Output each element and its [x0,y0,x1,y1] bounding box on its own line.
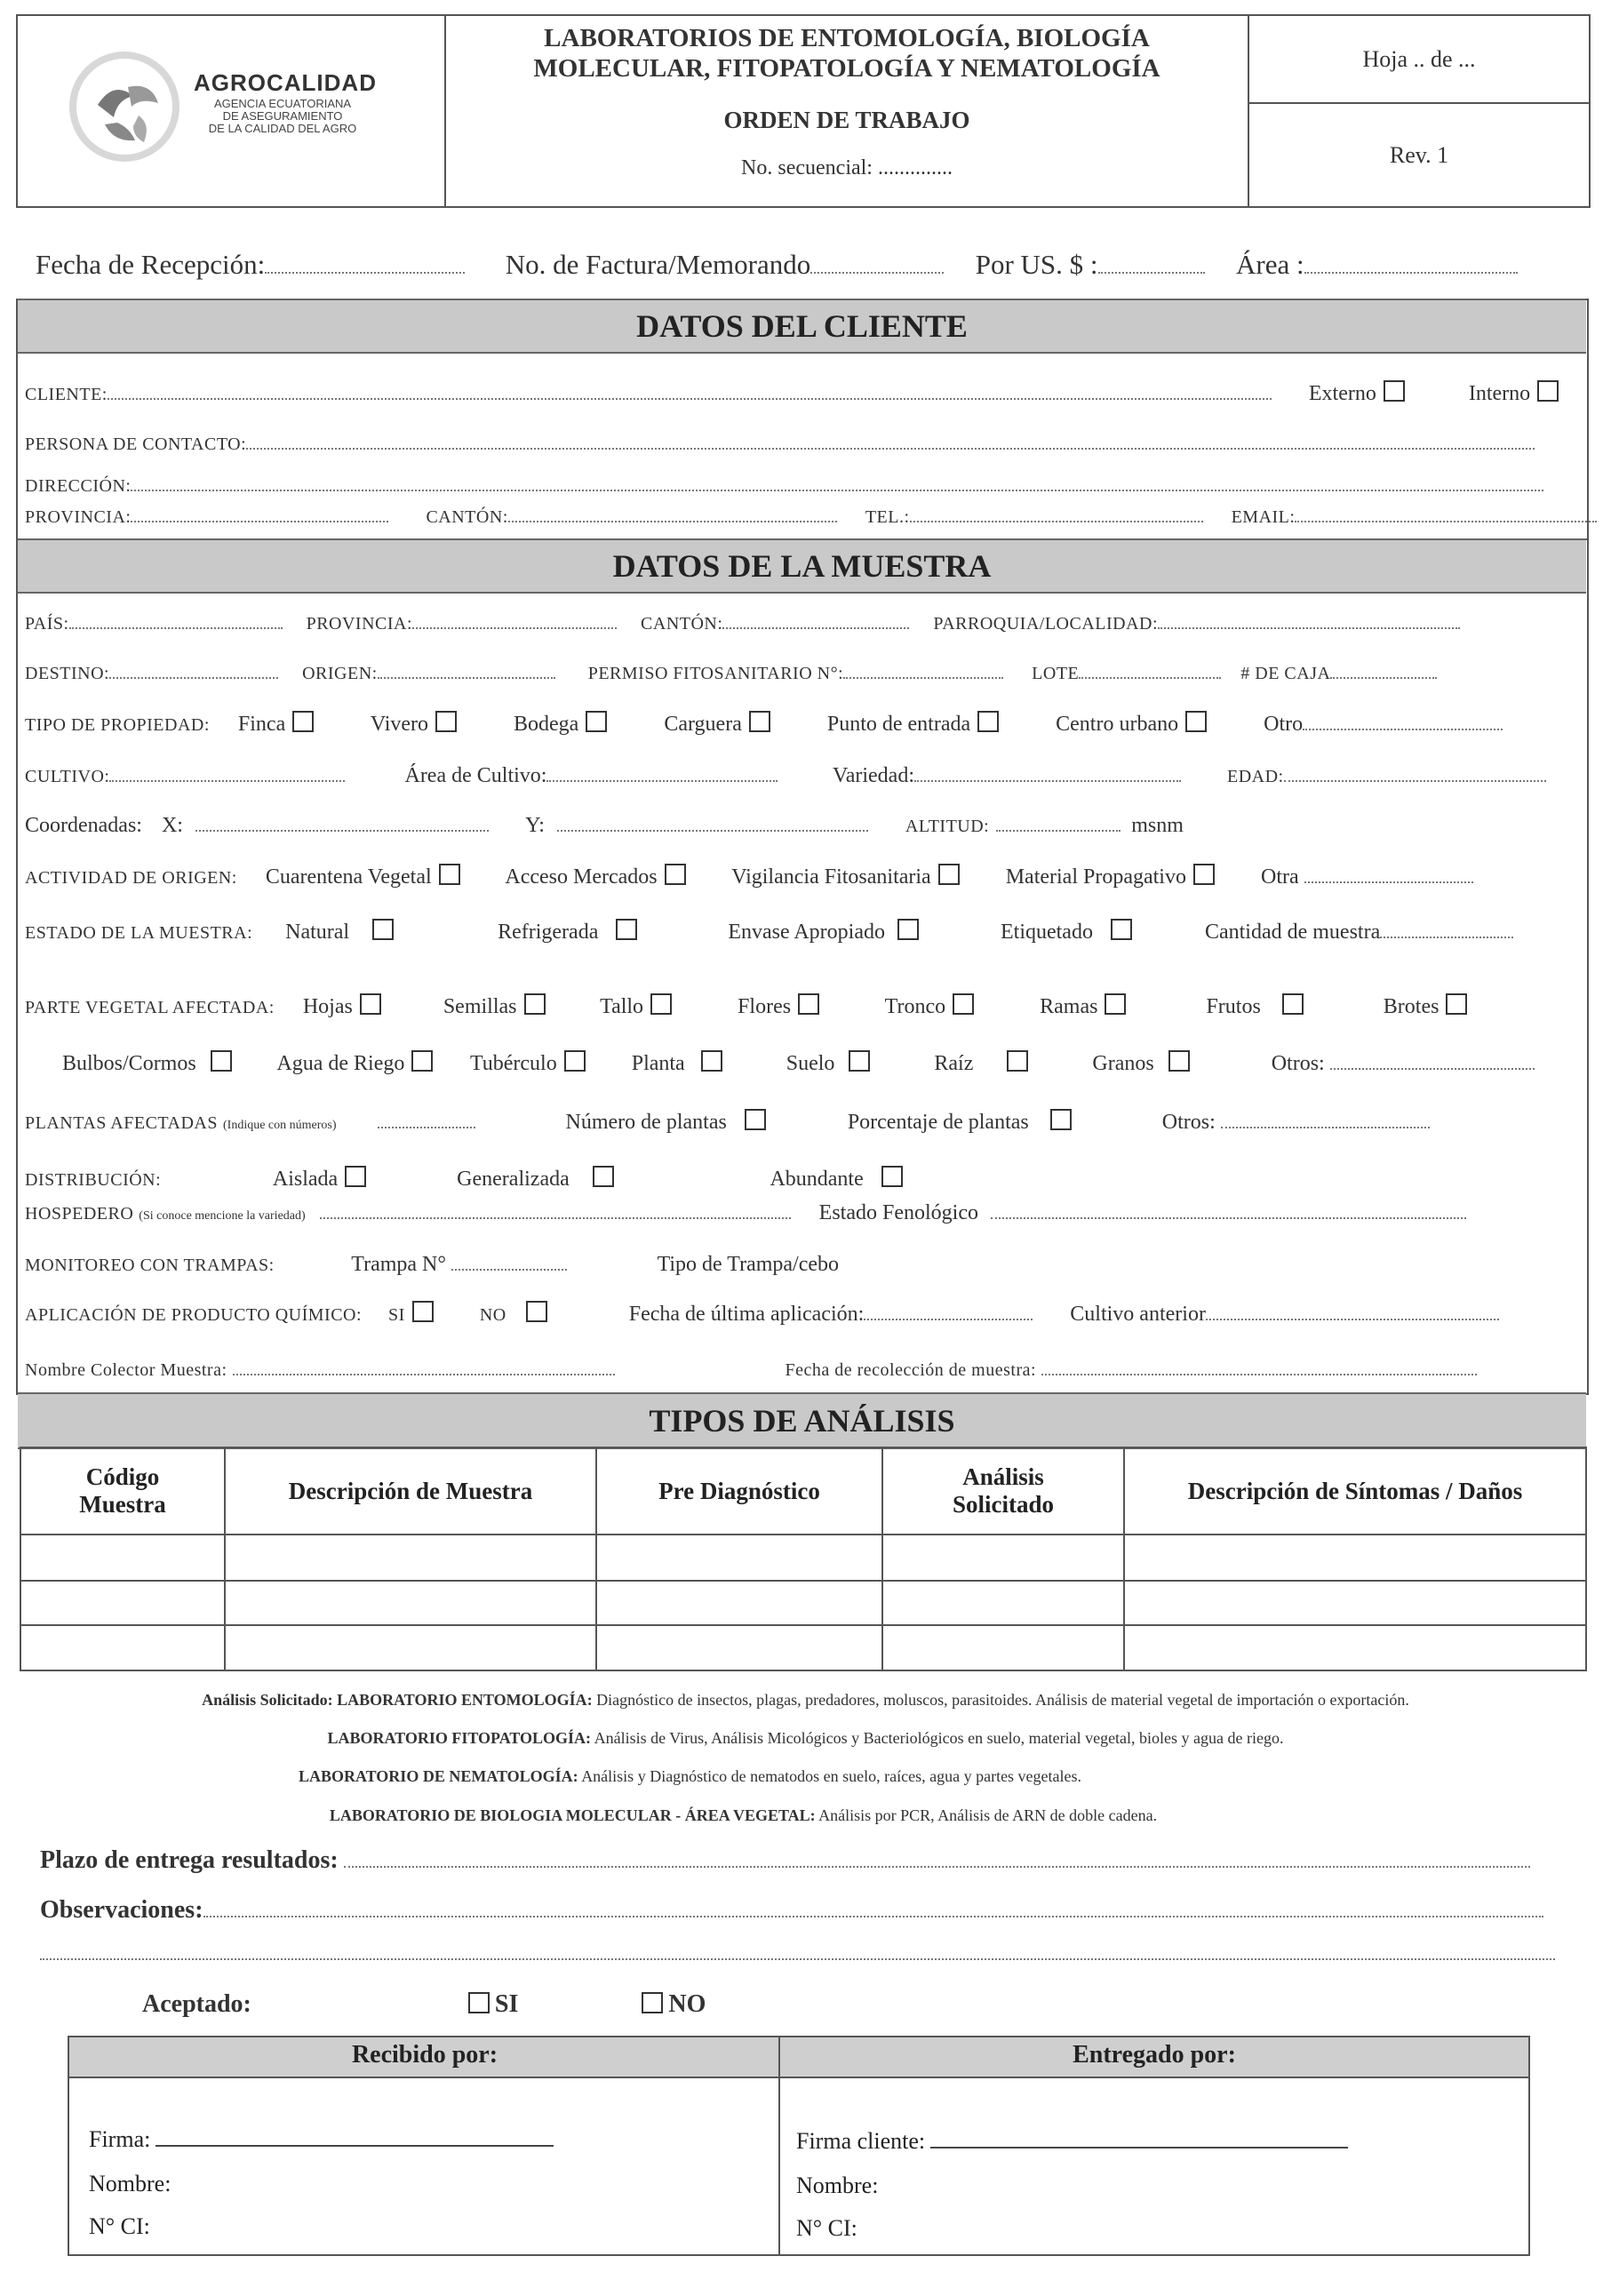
y-label: Y: [525,814,545,837]
actividad-label: ACTIVIDAD DE ORIGEN: [25,868,237,888]
col-pre-diagnostico: Pre Diagnóstico [597,1448,883,1534]
natural-label: Natural [285,921,350,944]
vivero-checkbox[interactable] [435,711,457,732]
entregado-label: Entregado por: [1073,2041,1236,2069]
pais-label: PAÍS: [25,614,69,634]
raiz-label: Raíz [934,1052,974,1075]
granos-checkbox[interactable] [1168,1050,1190,1072]
frutos-checkbox[interactable] [1282,993,1304,1015]
abundante-checkbox[interactable] [881,1166,903,1187]
provincia-label: PROVINCIA: [306,614,413,634]
chemical-row [25,1301,1586,1327]
plazo-field[interactable] [344,1866,1530,1868]
invoice-field[interactable] [810,272,944,274]
legend-line-4 [0,1806,1549,1825]
altitud-field[interactable] [996,830,1121,832]
host-row [25,1201,1586,1225]
form-title-line2: MOLECULAR, FITOPATOLOGÍA Y NEMATOLOGÍA [533,54,1160,83]
legend-nematologia-head: LABORATORIO DE NEMATOLOGÍA: [298,1767,578,1785]
aislada-checkbox[interactable] [345,1166,366,1187]
refrigerada-label: Refrigerada [498,921,599,944]
otro-label: Otro [1264,713,1304,736]
tronco-checkbox[interactable] [953,993,974,1015]
numero-plantas-label: Número de plantas [565,1111,727,1134]
client-label: CLIENTE: [25,385,108,404]
observaciones-row [40,1896,1586,1925]
aceptado-si-checkbox[interactable] [468,1992,490,2013]
email-label: EMAIL: [1231,507,1296,527]
interno-label: Interno [1468,382,1531,405]
cultivo-field[interactable] [109,780,345,782]
parroquia-label: PARROQUIA/LOCALIDAD: [933,614,1159,634]
legend-line-2 [0,1729,1611,1748]
legend-fitopatologia-head: LABORATORIO FITOPATOLOGÍA: [327,1729,592,1747]
abundante-label: Abundante [770,1168,864,1191]
legend-lead: Análisis Solicitado: [202,1691,333,1709]
sequence-number[interactable]: No. secuencial: .............. [741,156,953,179]
interno-checkbox[interactable] [1537,380,1559,402]
observaciones-label: Observaciones: [40,1896,203,1924]
trampa-label: Trampa N° [351,1253,446,1276]
invoice-label: No. de Factura/Memorando [505,249,811,280]
vigilancia-label: Vigilancia Fitosanitaria [731,865,931,889]
bodega-checkbox[interactable] [586,711,607,732]
recibido-label: Recibido por: [351,2041,498,2069]
suelo-label: Suelo [786,1052,835,1075]
fenologico-field[interactable] [991,1217,1466,1219]
nombre-entregado-label: Nombre: [796,2172,879,2198]
plazo-row [40,1846,1586,1875]
ci-row [89,2213,150,2240]
signatures-box [68,2036,1530,2256]
otros-parte-field[interactable] [1330,1068,1535,1070]
ramas-label: Ramas [1040,995,1098,1018]
material-propagativo-checkbox[interactable] [1193,864,1215,885]
hospedero-field[interactable] [320,1217,791,1219]
sheet-number[interactable]: Hoja .. de ... [1362,46,1476,72]
acceso-mercados-label: Acceso Mercados [505,865,658,889]
col-descripcion-sintomas: Descripción de Síntomas / Daños [1187,1477,1523,1504]
natural-checkbox[interactable] [372,919,394,940]
tallo-label: Tallo [600,995,644,1018]
form-title [446,23,1248,84]
location-row [25,611,1586,635]
firma-cliente-row [796,2128,1348,2155]
amount-label: Por US. $ : [975,249,1098,280]
observaciones-field[interactable] [203,1916,1543,1917]
plantas-label: PLANTAS AFECTADAS [25,1113,218,1133]
observaciones-field-2[interactable] [40,1958,1555,1960]
acceso-mercados-checkbox[interactable] [665,864,686,885]
sample-section-title: DATOS DE LA MUESTRA [18,538,1586,594]
reception-row [36,249,1586,281]
brotes-checkbox[interactable] [1446,993,1467,1015]
suelo-checkbox[interactable] [849,1050,870,1072]
otros-plantas-label: Otros: [1161,1111,1216,1134]
externo-checkbox[interactable] [1384,380,1405,402]
col-divider-1 [224,1534,226,1670]
legend-entomologia-head: LABORATORIO ENTOMOLOGÍA: [337,1691,593,1709]
externo-label: Externo [1308,382,1376,405]
carguera-checkbox[interactable] [749,711,770,732]
agrocalidad-logo-icon [62,43,187,167]
firma-cliente-field[interactable] [930,2147,1348,2149]
province-label: PROVINCIA: [25,507,132,527]
form-subtitle: ORDEN DE TRABAJO [723,107,970,133]
aceptado-no-checkbox[interactable] [642,1992,663,2013]
logo-tagline-line3: DE LA CALIDAD DEL AGRO [208,122,357,135]
semillas-checkbox[interactable] [524,993,546,1015]
plant-part-row [25,993,1586,1019]
accepted-row [142,1990,1586,2019]
bodega-label: Bodega [514,713,579,736]
client-section-title: DATOS DEL CLIENTE [18,299,1586,354]
tel-field[interactable] [910,521,1203,522]
affected-plants-row [25,1109,1586,1135]
ci-entregado-label: N° CI: [796,2215,857,2241]
flores-checkbox[interactable] [798,993,819,1015]
logo-tagline [194,98,371,135]
cultivo-label: CULTIVO: [25,767,110,786]
tuberculo-label: Tubérculo [469,1052,557,1075]
logo-tagline-line2: DE ASEGURAMIENTO [222,109,343,123]
legend-biologia-text: Análisis por PCR, Análisis de ARN de doble cadena. [818,1806,1158,1824]
destino-field[interactable] [109,677,278,679]
coordenadas-label: Coordenadas: [25,814,142,837]
province-row [25,505,1586,529]
tuberculo-checkbox[interactable] [564,1050,586,1072]
destination-row [25,661,1586,685]
hojas-label: Hojas [302,995,353,1018]
otra-field[interactable] [1304,881,1473,883]
firma-field[interactable] [156,2145,554,2147]
property-row [25,711,1586,737]
envase-label: Envase Apropiado [728,921,885,944]
cantidad-label: Cantidad de muestra [1204,921,1381,944]
etiquetado-checkbox[interactable] [1111,919,1132,940]
header-divider-2 [1248,14,1249,206]
material-propagativo-label: Material Propagativo [1005,865,1186,889]
tel-label: TEL.: [865,507,910,527]
firma-cliente-label: Firma cliente: [796,2128,926,2154]
planta-checkbox[interactable] [701,1050,722,1072]
aplicacion-si-checkbox[interactable] [412,1301,434,1322]
amount-field[interactable] [1098,272,1205,274]
altitud-label: ALTITUD: [905,817,990,836]
table-row-2[interactable] [21,1582,1585,1626]
otra-label: Otra [1260,865,1299,889]
col-codigo-line2: Muestra [79,1491,166,1518]
col-codigo-line1: Código [85,1463,160,1490]
analysis-table [20,1447,1587,1671]
analysis-section-title: TIPOS DE ANÁLISIS [18,1392,1586,1449]
canton-sample-label: CANTÓN: [641,614,723,634]
parte-label: PARTE VEGETAL AFECTADA: [25,998,275,1017]
header-divider-3 [1248,102,1589,104]
col-analisis-line1: Análisis [962,1463,1044,1490]
envase-checkbox[interactable] [897,919,919,940]
tronco-label: Tronco [884,995,946,1018]
cuarentena-checkbox[interactable] [439,864,460,885]
agua-riego-label: Agua de Riego [276,1052,405,1075]
etiquetado-label: Etiquetado [1000,921,1093,944]
fecha-recoleccion-label: Fecha de recolección de muestra: [785,1360,1037,1380]
finca-checkbox[interactable] [292,711,314,732]
aplicacion-label: APLICACIÓN DE PRODUCTO QUÍMICO: [25,1305,363,1325]
aplicacion-si-label: SI [388,1305,405,1325]
col-analisis-line2: Solicitado [952,1491,1054,1518]
contact-label: PERSONA DE CONTACTO: [25,434,247,454]
otros-parte-label: Otros: [1271,1052,1325,1075]
semillas-label: Semillas [443,995,517,1018]
canton-field[interactable] [508,521,837,522]
origen-field[interactable] [378,677,555,679]
punto-entrada-label: Punto de entrada [826,713,971,736]
colector-label: Nombre Colector Muestra: [25,1360,227,1380]
centro-urbano-label: Centro urbano [1056,713,1179,736]
area-cultivo-field[interactable] [546,780,778,782]
bulbos-label: Bulbos/Cormos [62,1052,196,1075]
trampa-field[interactable] [451,1269,567,1271]
logo-name: AGROCALIDAD [194,69,377,96]
nombre-entregado-row [796,2172,878,2199]
ramas-checkbox[interactable] [1105,993,1126,1015]
cuarentena-label: Cuarentena Vegetal [265,865,432,889]
permiso-field[interactable] [843,677,1003,679]
signatures-divider [778,2037,780,2254]
coordinates-row [25,814,1586,838]
revision-number: Rev. 1 [1389,142,1449,168]
legend-fitopatologia-text: Análisis de Virus, Análisis Micológicos y Bacteriológicos en suelo, material vegetal, bioles y agua de riego. [594,1729,1284,1747]
vivero-label: Vivero [370,713,429,736]
numero-plantas-checkbox[interactable] [745,1109,766,1130]
aceptado-si-label: SI [494,1990,519,2018]
tipo-propiedad-label: TIPO DE PROPIEDAD: [25,715,210,735]
fecha-aplicacion-field[interactable] [864,1319,1033,1320]
variedad-field[interactable] [914,780,1181,782]
cultivo-anterior-field[interactable] [1206,1319,1499,1320]
bulbos-checkbox[interactable] [211,1050,232,1072]
edad-field[interactable] [1284,780,1546,782]
otro-field[interactable] [1303,729,1503,730]
canton-sample-field[interactable] [722,627,909,629]
legend-biologia-head: LABORATORIO DE BIOLOGIA MOLECULAR - ÁREA VEGETAL: [329,1806,816,1824]
reception-label: Fecha de Recepción: [36,249,266,280]
estado-label: ESTADO DE LA MUESTRA: [25,923,253,943]
col-divider-4 [1123,1534,1125,1670]
porcentaje-plantas-checkbox[interactable] [1050,1109,1072,1130]
edad-label: EDAD: [1227,767,1284,786]
form-title-line1: LABORATORIOS DE ENTOMOLOGÍA, BIOLOGÍA [544,24,1150,52]
area-field[interactable] [1304,272,1518,274]
state-row [25,919,1586,945]
hospedero-label: HOSPEDERO [25,1204,134,1224]
contact-row [25,432,1586,456]
colector-field[interactable] [233,1374,615,1375]
otros-plantas-field[interactable] [1221,1127,1430,1128]
hojas-checkbox[interactable] [360,993,381,1015]
province-field[interactable] [131,521,388,522]
brotes-label: Brotes [1383,995,1440,1018]
fecha-aplicacion-label: Fecha de última aplicación: [628,1303,865,1326]
tipo-trampa-label: Tipo de Trampa/cebo [657,1253,840,1276]
flores-label: Flores [738,995,792,1018]
legend-entomologia-text: Diagnóstico de insectos, plagas, predadores, moluscos, parasitoides. Análisis de material vegetal de importación o exportación. [596,1691,1409,1709]
fenologico-label: Estado Fenológico [818,1201,978,1224]
nombre-row [89,2171,171,2197]
finca-label: Finca [237,713,286,736]
planta-label: Planta [631,1052,685,1075]
address-label: DIRECCIÓN: [25,476,132,496]
col-codigo-muestra [21,1448,226,1534]
client-field[interactable] [108,398,1272,400]
x-label: X: [161,814,183,837]
plant-part-row-2 [62,1050,1586,1076]
col-divider-3 [881,1534,883,1670]
legend-nematologia-text: Análisis y Diagnóstico de nematodos en suelo, raíces, agua y partes vegetales. [581,1767,1082,1785]
activity-row [25,864,1586,889]
table-row-3[interactable] [21,1626,1585,1670]
distribution-row [25,1166,1586,1192]
reception-field[interactable] [265,272,465,274]
vigilancia-checkbox[interactable] [938,864,960,885]
frutos-label: Frutos [1206,995,1261,1018]
agrocalidad-logo [62,43,400,167]
parroquia-field[interactable] [1158,627,1460,629]
legend-line-1 [0,1691,1611,1710]
aceptado-no-label: NO [668,1990,706,2018]
refrigerada-checkbox[interactable] [616,919,637,940]
cultivo-anterior-label: Cultivo anterior [1070,1303,1206,1326]
ci-label: N° CI: [89,2213,150,2239]
table-row-1[interactable] [21,1534,1585,1582]
aplicacion-no-label: NO [479,1305,506,1325]
variedad-label: Variedad: [833,764,914,787]
collector-row [25,1358,1586,1382]
area-label: Área : [1236,249,1304,280]
contact-field[interactable] [246,448,1535,450]
col-descripcion-muestra: Descripción de Muestra [226,1448,597,1534]
agua-riego-checkbox[interactable] [411,1050,433,1072]
nombre-label: Nombre: [89,2171,171,2196]
generalizada-label: Generalizada [457,1168,570,1191]
y-field[interactable] [557,830,868,832]
plazo-label: Plazo de entrega resultados: [40,1846,339,1874]
area-cultivo-label: Área de Cultivo: [404,764,547,787]
email-field[interactable] [1295,521,1597,522]
lote-label: LOTE [1032,664,1080,683]
address-row [25,474,1586,498]
plantas-field[interactable] [378,1127,475,1128]
punto-entrada-checkbox[interactable] [977,711,999,732]
aislada-label: Aislada [272,1168,339,1191]
origen-label: ORIGEN: [302,664,378,683]
distribucion-label: DISTRIBUCIÓN: [25,1170,162,1190]
hospedero-hint: (Si conoce mencione la variedad) [139,1209,306,1223]
aceptado-label: Aceptado: [142,1990,251,2018]
carguera-label: Carguera [664,713,742,736]
plantas-hint: (Indique con números) [223,1119,337,1132]
firma-row [89,2126,554,2153]
permiso-label: PERMISO FITOSANITARIO N°: [587,664,844,683]
caja-label: # DE CAJA [1240,664,1331,683]
traps-row [25,1253,1586,1277]
legend-line-3 [0,1767,1495,1786]
msnm-label: msnm [1131,814,1184,837]
tallo-checkbox[interactable] [650,993,672,1015]
cantidad-field[interactable] [1380,937,1513,938]
caja-field[interactable] [1330,677,1437,679]
analysis-table-header [21,1448,1585,1535]
client-row [25,380,1586,406]
raiz-checkbox[interactable] [1007,1050,1028,1072]
canton-label: CANTÓN: [426,507,508,527]
firma-label: Firma: [89,2126,151,2152]
col-divider-2 [595,1534,597,1670]
crop-row [25,764,1586,788]
lote-field[interactable] [1079,677,1221,679]
monitoreo-label: MONITOREO CON TRAMPAS: [25,1256,275,1275]
col-analisis-solicitado [883,1448,1125,1534]
provincia-field[interactable] [412,627,617,629]
destino-label: DESTINO: [25,664,110,683]
generalizada-checkbox[interactable] [593,1166,614,1187]
logo-tagline-line1: AGENCIA ECUATORIANA [213,97,352,110]
ci-entregado-row [796,2215,857,2242]
x-field[interactable] [195,830,489,832]
porcentaje-plantas-label: Porcentaje de plantas [847,1111,1029,1134]
pais-field[interactable] [69,627,283,629]
address-field[interactable] [131,490,1543,491]
granos-label: Granos [1092,1052,1154,1075]
fecha-recoleccion-field[interactable] [1041,1374,1477,1375]
aplicacion-no-checkbox[interactable] [526,1301,547,1322]
centro-urbano-checkbox[interactable] [1185,711,1207,732]
